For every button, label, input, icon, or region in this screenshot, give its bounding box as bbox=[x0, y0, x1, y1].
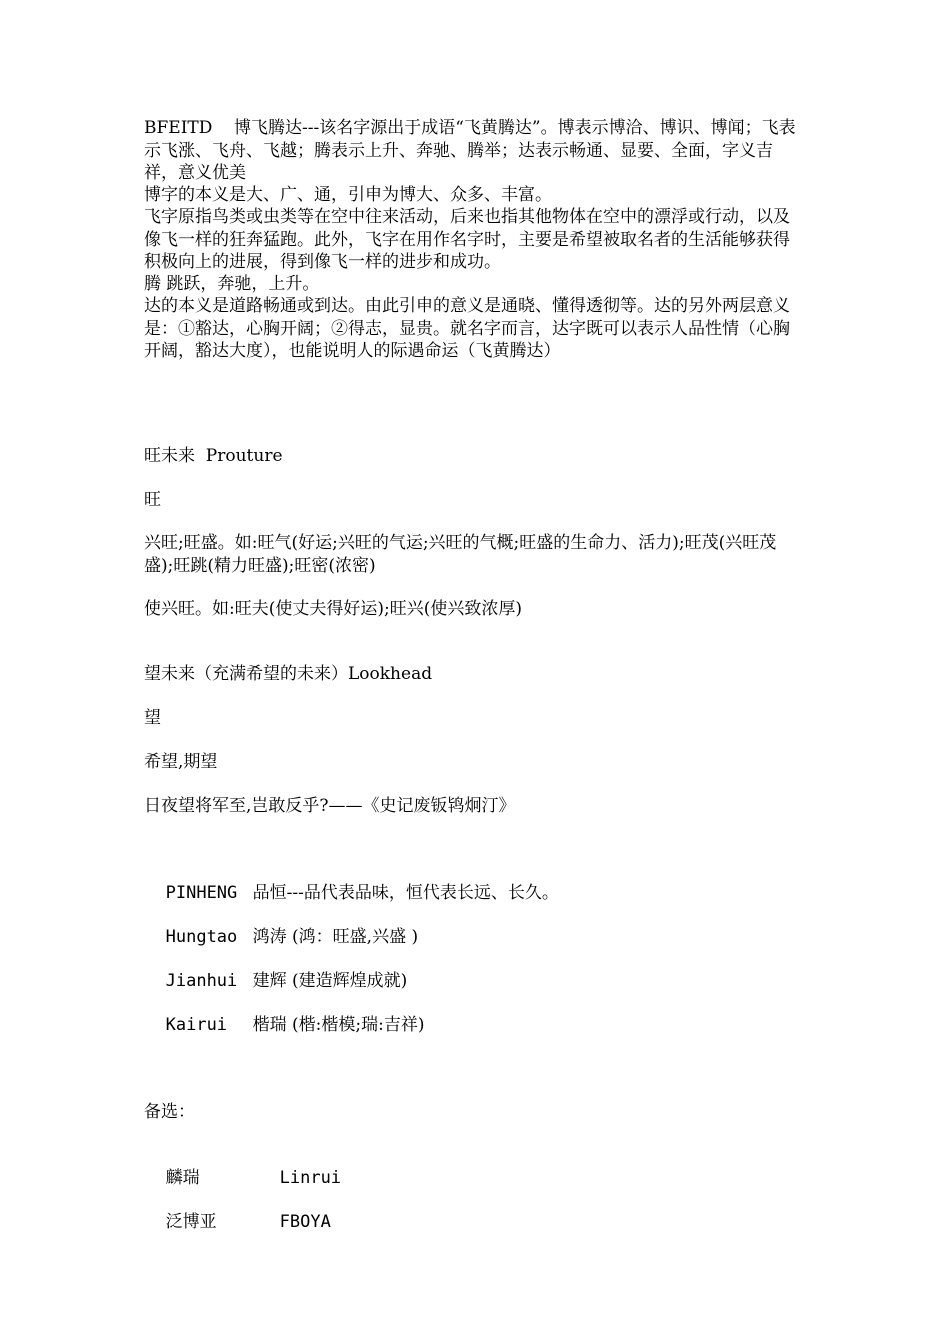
alternative-code: Linrui bbox=[279, 1168, 342, 1188]
teng-meaning-paragraph: 腾 跳跃，奔驰，上升。 bbox=[144, 274, 320, 294]
wang-title: 旺未来 Prouture bbox=[144, 446, 283, 466]
wang2-definition-1: 希望,期望 bbox=[144, 752, 218, 772]
alternative-code: FBOYA bbox=[279, 1212, 331, 1232]
name-text: 鸿涛 (鸿：旺盛,兴盛 ) bbox=[252, 927, 419, 947]
alternative-name: 麟瑞 bbox=[165, 1168, 200, 1188]
fei-meaning-paragraph: 飞字原指鸟类或虫类等在空中往来活动，后来也指其他物体在空中的漂浮或行动，以及像飞一样的狂奔猛跑。此外，飞字在用作名字时，主要是希望被取名者的生活能够获得积极向上的进展，得到像飞一样的进步和成功。 bbox=[144, 207, 790, 272]
wang-definition-2: 使兴旺。如:旺夫(使丈夫得好运);旺兴(使兴致浓厚) bbox=[144, 599, 522, 619]
wang2-title: 望未来（充满希望的未来）Lookhead bbox=[144, 664, 433, 684]
wang2-definition-2: 日夜望将军至,岂敢反乎?——《史记废钣鸨炯汀》 bbox=[144, 796, 516, 816]
alternative-name: 泛博亚 bbox=[165, 1212, 217, 1232]
wang-definition-1: 兴旺;旺盛。如:旺气(好运;兴旺的气运;兴旺的气概;旺盛的生命力、活力);旺茂(兴旺茂盛);旺跳(精力旺盛);旺密(浓密) bbox=[144, 533, 777, 576]
da-meaning-paragraph: 达的本义是道路畅通或到达。由此引申的意义是通晓、懂得透彻等。达的另外两层意义是：①豁达，心胸开阔；②得志，显贵。就名字而言，达字既可以表示人品性情（心胸开阔，豁达大度），也能说明人的际遇命运（飞黄腾达） bbox=[144, 296, 790, 361]
name-text: 楷瑞 (楷:楷模;瑞:吉祥) bbox=[252, 1015, 425, 1035]
alternatives-title: 备选： bbox=[144, 1102, 195, 1122]
name-code: PINHENG bbox=[165, 883, 238, 903]
bo-meaning-paragraph: 博字的本义是大、广、通，引申为博大、众多、丰富。 bbox=[144, 185, 552, 205]
name-code: Kairui bbox=[165, 1015, 228, 1035]
bfeitd-paragraph: BFEITD 博飞腾达---该名字源出于成语“飞黄腾达”。博表示博洽、博识、博闻；飞表示飞涨、飞舟、飞越；腾表示上升、奔驰、腾举；达表示畅通、显要、全面，字义吉祥，意义优美 bbox=[144, 118, 796, 183]
alternative-item bbox=[144, 1189, 331, 1255]
wang-char: 旺 bbox=[144, 490, 161, 510]
name-code: Jianhui bbox=[165, 971, 238, 991]
name-item bbox=[144, 992, 424, 1058]
name-code: Hungtao bbox=[165, 927, 238, 947]
wang2-char: 望 bbox=[144, 708, 161, 728]
name-text: 建辉 (建造辉煌成就) bbox=[252, 971, 408, 991]
name-text: 品恒---品代表品味，恒代表长远、长久。 bbox=[252, 883, 559, 903]
